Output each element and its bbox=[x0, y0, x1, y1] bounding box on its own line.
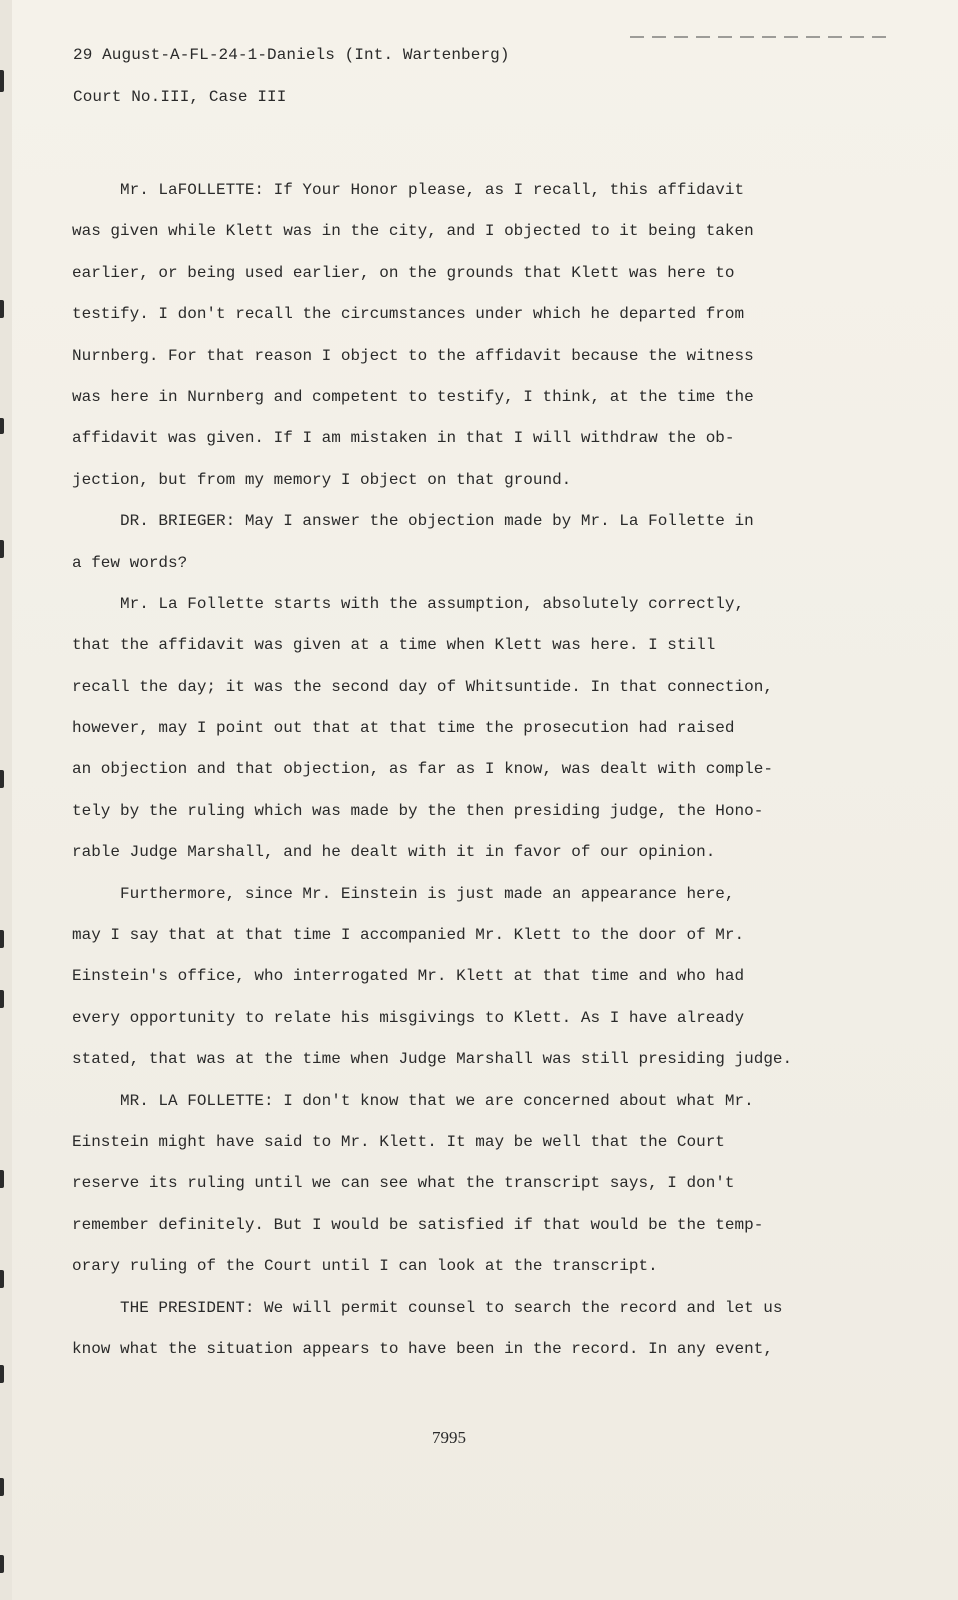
text-line: affidavit was given. If I am mistaken in that I will withdraw the ob- bbox=[72, 429, 735, 448]
text-line: may I say that at that time I accompanied Mr. Klett to the door of Mr. bbox=[72, 926, 745, 945]
text-line: a few words? bbox=[72, 553, 188, 572]
transcript-body bbox=[72, 170, 842, 1370]
binding-hole-7 bbox=[0, 990, 4, 1008]
text-line: rable Judge Marshall, and he dealt with it in favor of our opinion. bbox=[72, 843, 716, 862]
text-line: was here in Nurnberg and competent to testify, I think, at the time the bbox=[72, 387, 754, 406]
text-line: DR. BRIEGER: May I answer the objection made by Mr. La Follette in bbox=[120, 512, 754, 531]
text-line: was given while Klett was in the city, and I objected to it being taken bbox=[72, 222, 754, 241]
binding-hole-10 bbox=[0, 1365, 4, 1383]
text-line: Mr. La Follette starts with the assumption, absolutely correctly, bbox=[120, 594, 745, 613]
text-line: however, may I point out that at that time the prosecution had raised bbox=[72, 719, 735, 738]
binding-hole-12 bbox=[0, 1555, 4, 1573]
text-line: an objection and that objection, as far as I know, was dealt with comple- bbox=[72, 760, 773, 779]
text-line: reserve its ruling until we can see what the transcript says, I don't bbox=[72, 1174, 735, 1193]
binding-hole-4 bbox=[0, 540, 4, 558]
header-line-2: Court No.III, Case III bbox=[73, 88, 287, 106]
text-line: Furthermore, since Mr. Einstein is just made an appearance here, bbox=[120, 884, 735, 903]
text-line: stated, that was at the time when Judge Marshall was still presiding judge. bbox=[72, 1050, 793, 1069]
binding-hole-2 bbox=[0, 300, 4, 318]
text-line: that the affidavit was given at a time when Klett was here. I still bbox=[72, 636, 716, 655]
text-line: Mr. LaFOLLETTE: If Your Honor please, as I recall, this affidavit bbox=[120, 181, 745, 199]
text-line: jection, but from my memory I object on that ground. bbox=[72, 470, 572, 489]
binding-hole-8 bbox=[0, 1170, 4, 1188]
binding-hole-6 bbox=[0, 930, 4, 948]
binding-hole-9 bbox=[0, 1270, 4, 1288]
top-dashed-mark bbox=[630, 36, 890, 38]
binding-hole-3 bbox=[0, 418, 4, 434]
text-line: THE PRESIDENT: We will permit counsel to search the record and let us bbox=[120, 1298, 783, 1317]
text-line: testify. I don't recall the circumstances under which he departed from bbox=[72, 305, 745, 324]
binding-hole-1 bbox=[0, 70, 4, 92]
text-line: MR. LA FOLLETTE: I don't know that we are concerned about what Mr. bbox=[120, 1091, 754, 1110]
binding-hole-11 bbox=[0, 1478, 4, 1496]
text-line: recall the day; it was the second day of Whitsuntide. In that connection, bbox=[72, 677, 773, 696]
text-line: every opportunity to relate his misgivings to Klett. As I have already bbox=[72, 1008, 745, 1027]
text-line: earlier, or being used earlier, on the grounds that Klett was here to bbox=[72, 263, 735, 282]
binding-hole-5 bbox=[0, 770, 4, 788]
text-line: Einstein's office, who interrogated Mr. Klett at that time and who had bbox=[72, 967, 745, 986]
header-line-1: 29 August-A-FL-24-1-Daniels (Int. Wartenberg) bbox=[73, 46, 510, 64]
text-line: tely by the ruling which was made by the then presiding judge, the Hono- bbox=[72, 801, 764, 820]
page-number: 7995 bbox=[432, 1428, 466, 1447]
binding-edge bbox=[0, 0, 12, 1600]
text-line: know what the situation appears to have been in the record. In any event, bbox=[72, 1339, 773, 1358]
text-line: remember definitely. But I would be satisfied if that would be the temp- bbox=[72, 1215, 764, 1234]
text-line: Einstein might have said to Mr. Klett. It may be well that the Court bbox=[72, 1132, 725, 1151]
text-line: Nurnberg. For that reason I object to the affidavit because the witness bbox=[72, 346, 754, 365]
text-line: orary ruling of the Court until I can look at the transcript. bbox=[72, 1257, 658, 1276]
